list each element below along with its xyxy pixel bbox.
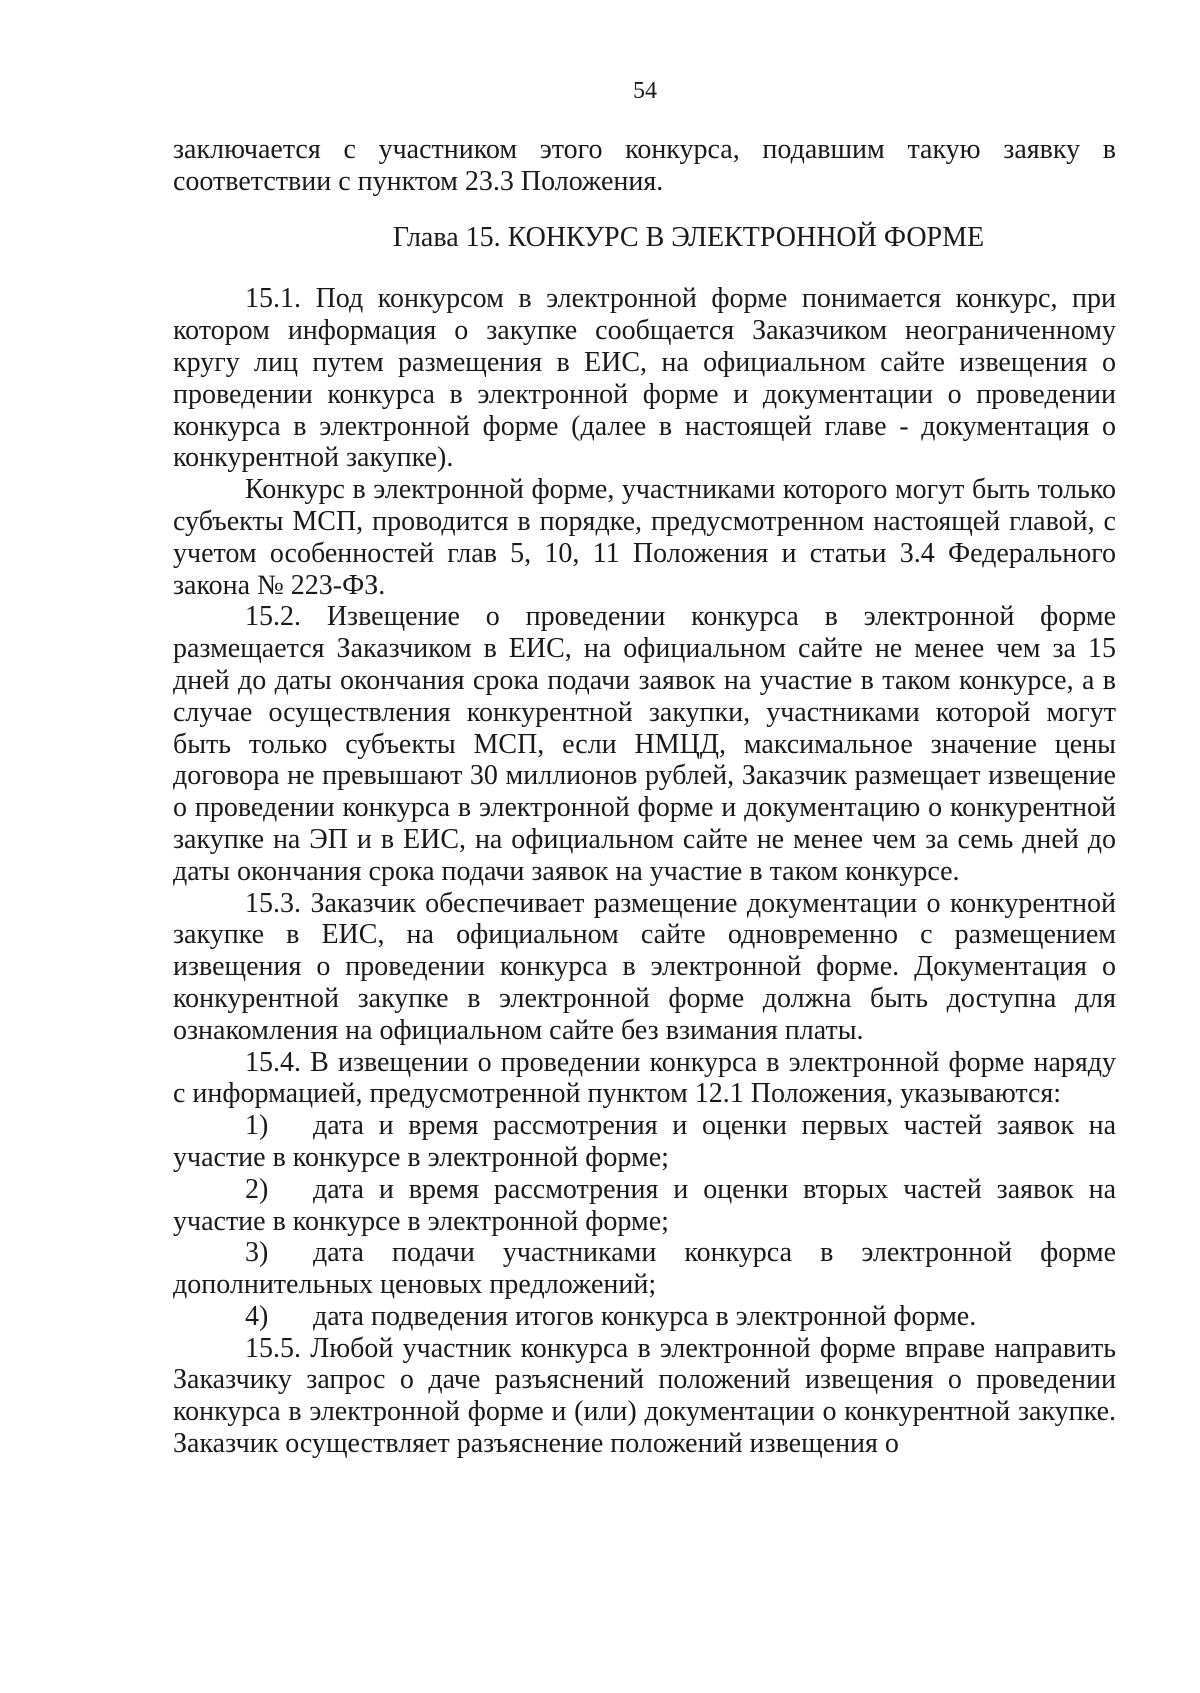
paragraph-msp: Конкурс в электронной форме, участниками которого могут быть только субъекты МСП, проводится в порядке, предусмотренном настоящей главой, с учетом особенностей глав 5, 10, 11 Положения и статьи 3.4 Федерального закона № 223-ФЗ. [173, 474, 1116, 601]
page-number: 54 [633, 78, 657, 104]
chapter-title: Глава 15. КОНКУРС В ЭЛЕКТРОННОЙ ФОРМЕ [392, 221, 985, 253]
list-item-text: дата и время рассмотрения и оценки первых частей заявок на участие в конкурсе в электронной форме; [173, 1110, 1116, 1173]
list-item-text: дата подведения итогов конкурса в электронной форме. [313, 1300, 977, 1332]
paragraph-15-3: 15.3. Заказчик обеспечивает размещение документации о конкурентной закупке в ЕИС, на официальном сайте одновременно с размещением извещения о проведении конкурса в электронной форме. Документация о конкурентной закупке в электронной форме должна быть доступна для ознакомления на официальном сайте без взимания платы. [173, 887, 1116, 1046]
list-item [173, 1237, 1116, 1301]
list-item-text: дата подачи участниками конкурса в электронной форме дополнительных ценовых предложений; [173, 1237, 1116, 1301]
list-item [173, 1110, 1116, 1174]
document-body [173, 134, 1116, 1460]
list-item-number: 1) [245, 1110, 269, 1142]
paragraph-15-2: 15.2. Извещение о проведении конкурса в электронной форме размещается Заказчиком в ЕИС, на официальном сайте не менее чем за 15 дней до даты окончания срока подачи заявок на участие в таком конкурсе, а в случае осуществления конкурентной закупки, участниками которой могут быть только субъекты МСП, если НМЦД, максимальное значение цены договора не превышают 30 миллионов рублей, Заказчик размещает извещение о проведении конкурса в электронной форме и документацию о конкурентной закупке на ЭП и в ЕИС, на официальном сайте не менее чем за семь дней до даты окончания срока подачи заявок на участие в таком конкурсе. [173, 601, 1116, 887]
paragraph-continuation: заключается с участником этого конкурса, подавшим такую заявку в соответствии с пунктом 23.3 Положения. [173, 134, 1116, 197]
list-item [173, 1174, 1116, 1238]
list-item-number: 4) [245, 1300, 269, 1332]
paragraph-15-4: 15.4. В извещении о проведении конкурса в электронной форме наряду с информацией, предусмотренной пунктом 12.1 Положения, указываются: [173, 1046, 1116, 1110]
list-item-text: дата и время рассмотрения и оценки вторых частей заявок на участие в конкурсе в электронной форме; [173, 1173, 1116, 1237]
paragraph-15-5: 15.5. Любой участник конкурса в электронной форме вправе направить Заказчику запрос о даче разъяснений положений извещения о проведении конкурса в электронной форме и (или) документации о конкурентной закупке. Заказчик осуществляет разъяснение положений извещения о [173, 1332, 1116, 1460]
list-item-number: 3) [245, 1237, 269, 1269]
paragraph-15-1: 15.1. Под конкурсом в электронной форме понимается конкурс, при котором информация о закупке сообщается Заказчиком неограниченному кругу лиц путем размещения в ЕИС, на официальном сайте извещения о проведении конкурса в электронной форме и документации о проведении конкурса в электронной форме (далее в настоящей главе - документация о конкурентной закупке). [173, 283, 1116, 474]
list-item [173, 1301, 1116, 1333]
list-item-number: 2) [245, 1173, 269, 1205]
